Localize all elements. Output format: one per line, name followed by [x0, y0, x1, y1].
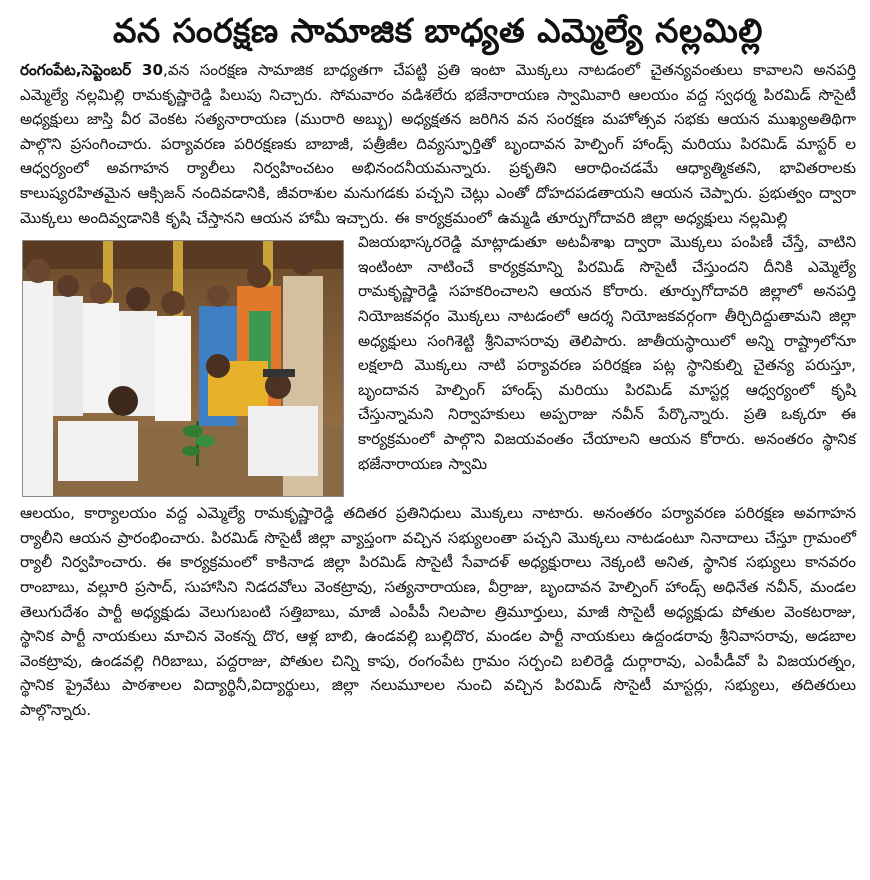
- event-photo: [22, 240, 344, 497]
- paragraph-after-photo: ఆలయం, కార్యాలయం వద్ద ఎమ్మెల్యే రామకృష్ణారెడ్డి తదితర ప్రతినిధులు మొక్కలు నాటారు. అనంతరం పర్యావరణ పరిరక్షణ అవగాహన ర్యాలీని ఆయన ప్రారంభించారు. పిరమిడ్ సొసైటీ జిల్లా వ్యాప్తంగా వచ్చిన సభ్యులంతా పచ్చని మొక్కలు నాటడంటూ నినాదాలు చేస్తూ గ్రామంలో ర్యాలీ నిర్వహించారు. ఈ కార్యక్రమంలో కాకినాడ జిల్లా పిరమిడ్ సొసైటీ సేవాదళ్ అధ్యక్షురాలు నెక్కంటి అనిత, స్థానిక సభ్యులు కానవరం రాంబాబు, వల్లూరి ప్రసాద్, సుహాసిని నిడదవోలు వెంకట్రావు, సత్యనారాయణ, వీర్రాజు, బృందావన హెల్పింగ్ హాండ్స్ అధినేత నవీన్, మండల తెలుగుదేశం పార్టీ అధ్యక్షుడు వెలుగుబంటి సత్తిబాబు, మాజీ ఎంపీపీ నిలపాల త్రిమూర్తులు, మాజీ సొసైటీ అధ్యక్షుడు పోతుల వెంకటరాజు, స్థానిక పార్టీ నాయకులు మాచిన వెంకన్న దొర, ఆళ్ల బాబి, ఉండవల్లి బుల్లిదొర, మండల పార్టీ నాయకులు ఉద్దండరావు శ్రీనివాసరావు, అడబాల వెంకట్రావు, ఉండవల్లి గిరిబాబు, పద్దరాజు, పోతుల చిన్ని కాపు, రంగంపేట గ్రామం సర్పంచి బలిరెడ్డి దుర్గారావు, ఎంపీడీవో పి విజయరత్నం, స్థానిక ప్రైవేటు పాఠశాలల విద్యార్థినీ,విద్యార్థులు, జిల్లా నలుమూలల నుంచి వచ్చిన పిరమిడ్ సొసైటీ మాస్టర్లు, సభ్యులు, తదితరులు పాల్గొన్నారు.: [20, 504, 856, 719]
- dateline-place: రంగంపేట: [20, 61, 76, 79]
- article-body: [20, 58, 856, 723]
- dateline-date: ,సెప్టెంబర్ 30: [75, 61, 164, 79]
- event-photo-icon: [23, 241, 343, 496]
- headline: వన సంరక్షణ సామాజిక బాధ్యత ఎమ్మెల్యే నల్లమిల్లి: [113, 11, 763, 50]
- paragraph-intro: [20, 58, 856, 230]
- body-text-1: ,వన సంరక్షణ సామాజిక బాధ్యతగా చేపట్టి ప్రతి ఇంటా మొక్కలు నాటడంలో చైతన్యవంతులు కావాలని అనపర్తి ఎమ్మెల్యే నల్లమిల్లి రామకృష్ణారెడ్డి పిలుపు నిచ్చారు. సోమవారం వడిశలేరు భజేనారాయణ స్వామివారి ఆలయం వద్ద స్వధర్మ పిరమిడ్ సొసైటీ అధ్యక్షులు జాస్తి వీర వెంకట సత్యనారాయణ (మురారి అబ్బు) అధ్యక్షతన జరిగిన వన సంరక్షణ మహోత్సవ సభకు ఆయన ముఖ్యఅతిథిగా పాల్గొని ప్రసంగించారు. పర్యావరణ పరిరక్షణకు బాబాజీ, పత్రీజీల దివ్యస్ఫూర్తితో బృందావన హెల్పింగ్ హాండ్స్ మరియు పిరమిడ్ మాస్టర్ ల ఆధ్వర్యంలో అవగాహన ర్యాలీలు నిర్వహించటం అభినందనీయమన్నారు. ప్రకృతిని ఆరాధించడమే ఆధ్యాత్మికతని, భావితరాలకు కాలుష్యరహితమైన ఆక్సిజన్ నందివడానికి, జీవరాశుల మనుగడకు పచ్చని చెట్లు ఎంతో దోహదపడతాయని ఆయన చెప్పారు. ప్రభుత్వం ద్వారా మొక్కలు అందివ్వడానికి కృషి చేస్తానని ఆయన హామీ ఇచ్చారు. ఈ కార్యక్రమంలో ఉమ్మడి తూర్పుగోదావరి జిల్లా అధ్యక్షులు నల్లమిల్లి: [20, 61, 856, 227]
- paragraph-beside-photo: విజయభాస్కరరెడ్డి మాట్లాడుతూ అటవీశాఖ ద్వారా మొక్కలు పంపిణీ చేస్తే, వాటిని ఇంటింటా నాటించే కార్యక్రమాన్ని పిరమిడ్ సొసైటీ చేస్తుందని దీనికి ఎమ్మెల్యే రామకృష్ణారెడ్డి సహకరించాలని ఆయన కోరారు. తూర్పుగోదావరి జిల్లాలో అనపర్తి నియోజకవర్గం మొక్కలు నాటడంలో ఆదర్శ నియోజకవర్గంగా తీర్చిదిద్దుతామని జిల్లా అధ్యక్షులు సంగిశెట్టి శ్రీనివాసరావు తెలిపారు. జాతీయస్థాయిలో అన్ని రాష్ట్రాలోనూ లక్షలాది మొక్కలు నాటి పర్యావరణ పరిరక్షణ పట్ల స్థానికుల్ని చైతన్య పరుస్తూ, బృందావన హెల్పింగ్ హాండ్స్ మరియు పిరమిడ్ మాస్టర్ల ఆధ్వర్యంలో కృషి చేస్తున్నామని నిర్వాహకులు అప్పరాజు నవీన్ పేర్కొన్నారు. ప్రతి ఒక్కరూ ఈ కార్యక్రమంలో పాల్గొని విజయవంతం చేయాలని ఆయన కోరారు. అనంతరం స్థానిక భజేనారాయణ స్వామి: [358, 233, 856, 473]
